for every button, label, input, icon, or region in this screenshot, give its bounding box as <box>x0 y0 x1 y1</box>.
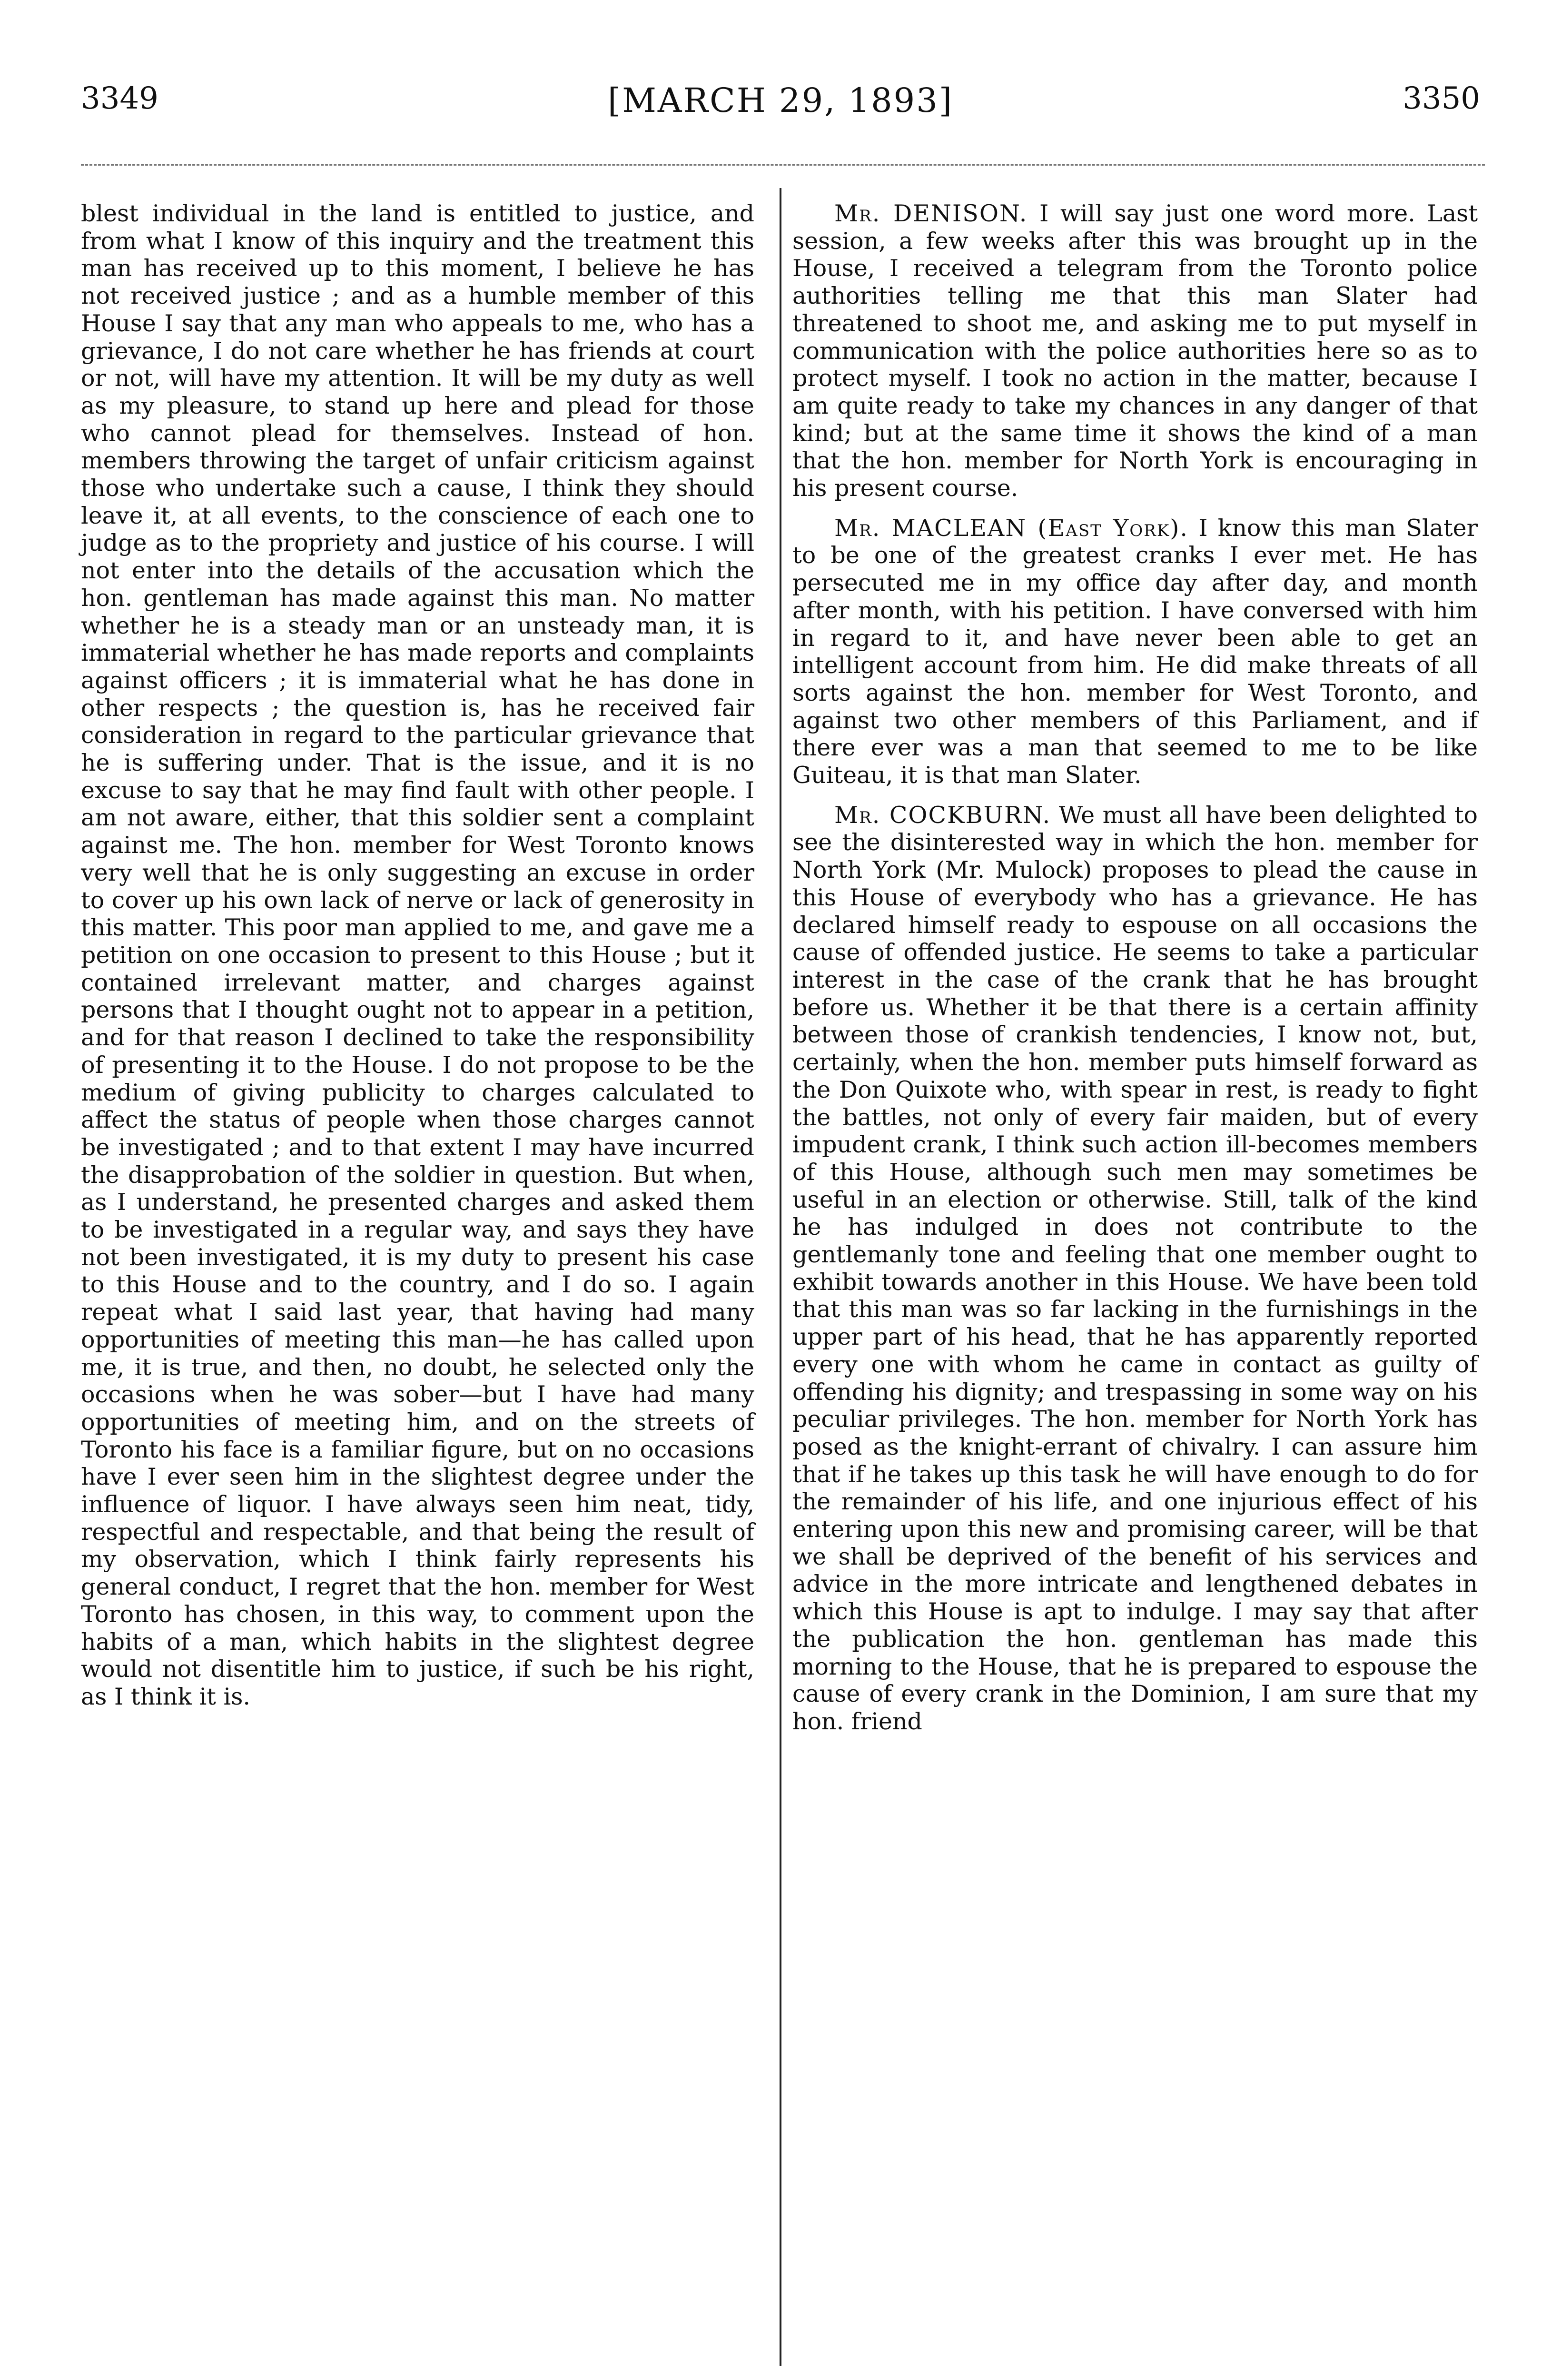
speech-maclean <box>792 515 1478 789</box>
header-rule <box>81 164 1485 166</box>
speaker-name: Mr. COCKBURN. <box>834 801 1051 829</box>
speaker-name: Mr. MACLEAN (East York). <box>834 514 1188 542</box>
right-column <box>792 200 1478 1735</box>
column-divider <box>780 188 781 2366</box>
speech-text: We must all have been delighted to see the disinterested way in which the hon. member for North York (Mr. Mulock) proposes to plead the cause in this House of everybody who has a grievance. He has declared himself ready to espouse on all occasions the cause of offended justice. He seems to take a particular interest in the case of the crank that he has brought before us. Whether it be that there is a certain affinity between those of crankish tendencies, I know not, but, certainly, when the hon. member puts himself forward as the Don Quixote who, with spear in rest, is ready to fight the battles, not only of every fair maiden, but of every impudent crank, I think such action ill-becomes members of this House, although such men may sometimes be useful in an election or otherwise. Still, talk of the kind he has indulged in does not contribute to the gentlemanly tone and feeling that one member ought to exhibit towards another in this House. We have been told that this man was so far lacking in the furnishings in the upper part of his head, that he has apparently reported every one with whom he came in contact as guilty of offending his dignity; and trespassing in some way on his peculiar privileges. The hon. member for North York has posed as the knight-errant of chivalry. I can assure him that if he takes up this task he will have enough to do for the remainder of his life, and one injurious effect of his entering upon this new and promising career, will be that we shall be deprived of the benefit of his services and advice in the more intricate and lengthened debates in which this House is apt to indulge. I may say that after the publication the hon. gentleman has made this morning to the House, that he is prepared to espouse the cause of every crank in the Dominion, I am sure that my hon. friend <box>792 801 1478 1735</box>
speech-text: I will say just one word more. Last session, a few weeks after this was brought up in the House, I received a telegram from the Toronto police authorities telling me that this man Slater had threatened to shoot me, and asking me to put myself in communication with the police authorities here so as to protect myself. I took no action in the matter, because I am quite ready to take my chances in any danger of that kind; but at the same time it shows the kind of a man that the hon. member for North York is encouraging in his present course. <box>792 200 1478 502</box>
speech-denison <box>792 200 1478 502</box>
left-page-number: 3349 <box>81 81 158 116</box>
right-page-number: 3350 <box>1403 81 1480 116</box>
left-column <box>81 200 754 1711</box>
speech-cockburn <box>792 802 1478 1735</box>
page-header <box>0 0 1561 186</box>
speech-text: I know this man Slater to be one of the greatest cranks I ever met. He has persecuted me in my office day after day, and month after month, with his petition. I have conversed with him in regard to it, and have never been able to get an intelligent account from him. He did make threats of all sorts against the hon. member for West Toronto, and against two other members of this Parliament, and if there ever was a man that seemed to me to be like Guiteau, it is that man Slater. <box>792 514 1478 789</box>
left-column-paragraph: blest individual in the land is entitled to justice, and from what I know of this inquiry and the treatment this man has received up to this moment, I believe he has not received justice ; and as a humble member of this House I say that any man who appeals to me, who has a grievance, I do not care whether he has friends at court or not, will have my attention. It will be my duty as well as my pleasure, to stand up here and plead for those who cannot plead for themselves. Instead of hon. members throwing the target of unfair criticism against those who undertake such a cause, I think they should leave it, at all events, to the conscience of each one to judge as to the propriety and justice of his course. I will not enter into the details of the accusation which the hon. gentleman has made against this man. No matter whether he is a steady man or an unsteady man, it is immaterial whether he has made reports and complaints against officers ; it is immaterial what he has done in other respects ; the question is, has he received fair consideration in regard to the particular grievance that he is suffering under. That is the issue, and it is no excuse to say that he may find fault with other people. I am not aware, either, that this soldier sent a complaint against me. The hon. member for West Toronto knows very well that he is only suggesting an excuse in order to cover up his own lack of nerve or lack of generosity in this matter. This poor man applied to me, and gave me a petition on one occasion to present to this House ; but it contained irrelevant matter, and charges against persons that I thought ought not to appear in a petition, and for that reason I declined to take the responsibility of presenting it to the House. I do not propose to be the medium of giving publicity to charges calculated to affect the status of people when those charges cannot be investigated ; and to that extent I may have incurred the disapprobation of the soldier in question. But when, as I understand, he presented charges and asked them to be investigated in a regular way, and says they have not been investigated, it is my duty to present his case to this House and to the country, and I do so. I again repeat what I said last year, that having had many opportunities of meeting this man—he has called upon me, it is true, and then, no doubt, he selected only the occasions when he was sober—but I have had many opportunities of meeting him, and on the streets of Toronto his face is a familiar figure, but on no occasions have I ever seen him in the slightest degree under the influence of liquor. I have always seen him neat, tidy, respectful and respectable, and that being the result of my observation, which I think fairly represents his general conduct, I regret that the hon. member for West Toronto has chosen, in this way, to comment upon the habits of a man, which habits in the slightest degree would not disentitle him to justice, if such be his right, as I think it is. <box>81 200 754 1710</box>
header-date: [MARCH 29, 1893] <box>607 81 954 120</box>
speaker-name: Mr. DENISON. <box>834 200 1028 227</box>
